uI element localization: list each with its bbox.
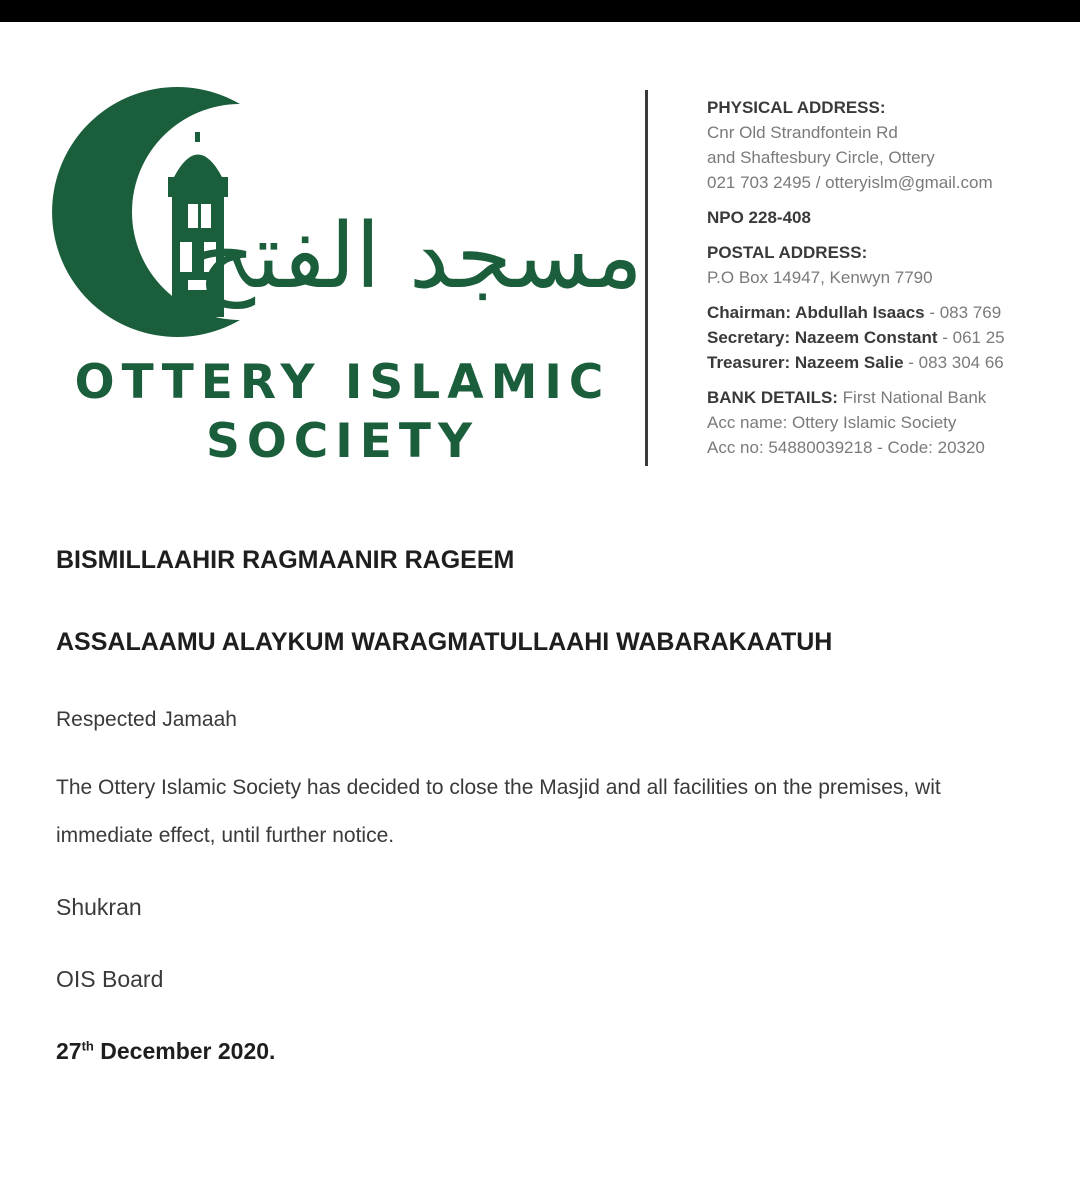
top-black-bar xyxy=(0,0,1080,22)
society-logo xyxy=(50,92,643,352)
secretary-label: Secretary: Nazeem Constant xyxy=(707,328,938,347)
bank-details-line xyxy=(707,385,1005,410)
body-line-2: immediate effect, until further notice. xyxy=(56,824,395,847)
physical-address-line-1: Cnr Old Strandfontein Rd xyxy=(707,123,898,142)
date-rest: December 2020. xyxy=(93,1038,276,1064)
secretary-phone: - 061 25 xyxy=(937,328,1005,347)
bank-name: First National Bank xyxy=(837,388,987,407)
npo-number: NPO 228-408 xyxy=(707,208,811,227)
date-suffix: th xyxy=(81,1038,94,1054)
logo-name-line-2: SOCIETY xyxy=(206,414,479,469)
bank-details-label: BANK DETAILS: xyxy=(707,388,838,407)
treasurer-line xyxy=(707,350,1005,375)
salutation: Respected Jamaah xyxy=(56,708,237,731)
signature: OIS Board xyxy=(56,966,164,992)
letter-date xyxy=(56,1038,275,1065)
salaam-heading: ASSALAAMU ALAYKUM WARAGMATULLAAHI WABARAKAATUH xyxy=(56,628,833,656)
secretary-line xyxy=(707,325,1005,350)
letter-page xyxy=(0,22,1080,1197)
body-line-1: The Ottery Islamic Society has decided to close the Masjid and all facilities on the premises, wit xyxy=(56,776,941,799)
physical-address-line-2: and Shaftesbury Circle, Ottery xyxy=(707,148,935,167)
arabic-calligraphy: مسجد الفتح xyxy=(197,204,643,309)
vertical-divider xyxy=(645,90,648,466)
postal-address-label: POSTAL ADDRESS: xyxy=(707,243,868,262)
bismillah-heading: BISMILLAAHIR RAGMAANIR RAGEEM xyxy=(56,546,515,574)
chairman-line xyxy=(707,300,1005,325)
closing: Shukran xyxy=(56,894,142,920)
treasurer-phone: - 083 304 66 xyxy=(903,353,1004,372)
treasurer-label: Treasurer: Nazeem Salie xyxy=(707,353,904,372)
physical-address-line-3: 021 703 2495 / otteryislm@gmail.com xyxy=(707,173,993,192)
physical-address-label: PHYSICAL ADDRESS: xyxy=(707,98,886,117)
chairman-phone: - 083 769 xyxy=(924,303,1002,322)
postal-address-line-1: P.O Box 14947, Kenwyn 7790 xyxy=(707,268,933,287)
date-day: 27 xyxy=(56,1038,82,1064)
account-name: Acc name: Ottery Islamic Society xyxy=(707,413,957,432)
account-number: Acc no: 54880039218 - Code: 20320 xyxy=(707,438,985,457)
logo-name-line-1: OTTERY ISLAMIC xyxy=(74,355,611,410)
header-info xyxy=(707,95,1005,460)
chairman-label: Chairman: Abdullah Isaacs xyxy=(707,303,925,322)
